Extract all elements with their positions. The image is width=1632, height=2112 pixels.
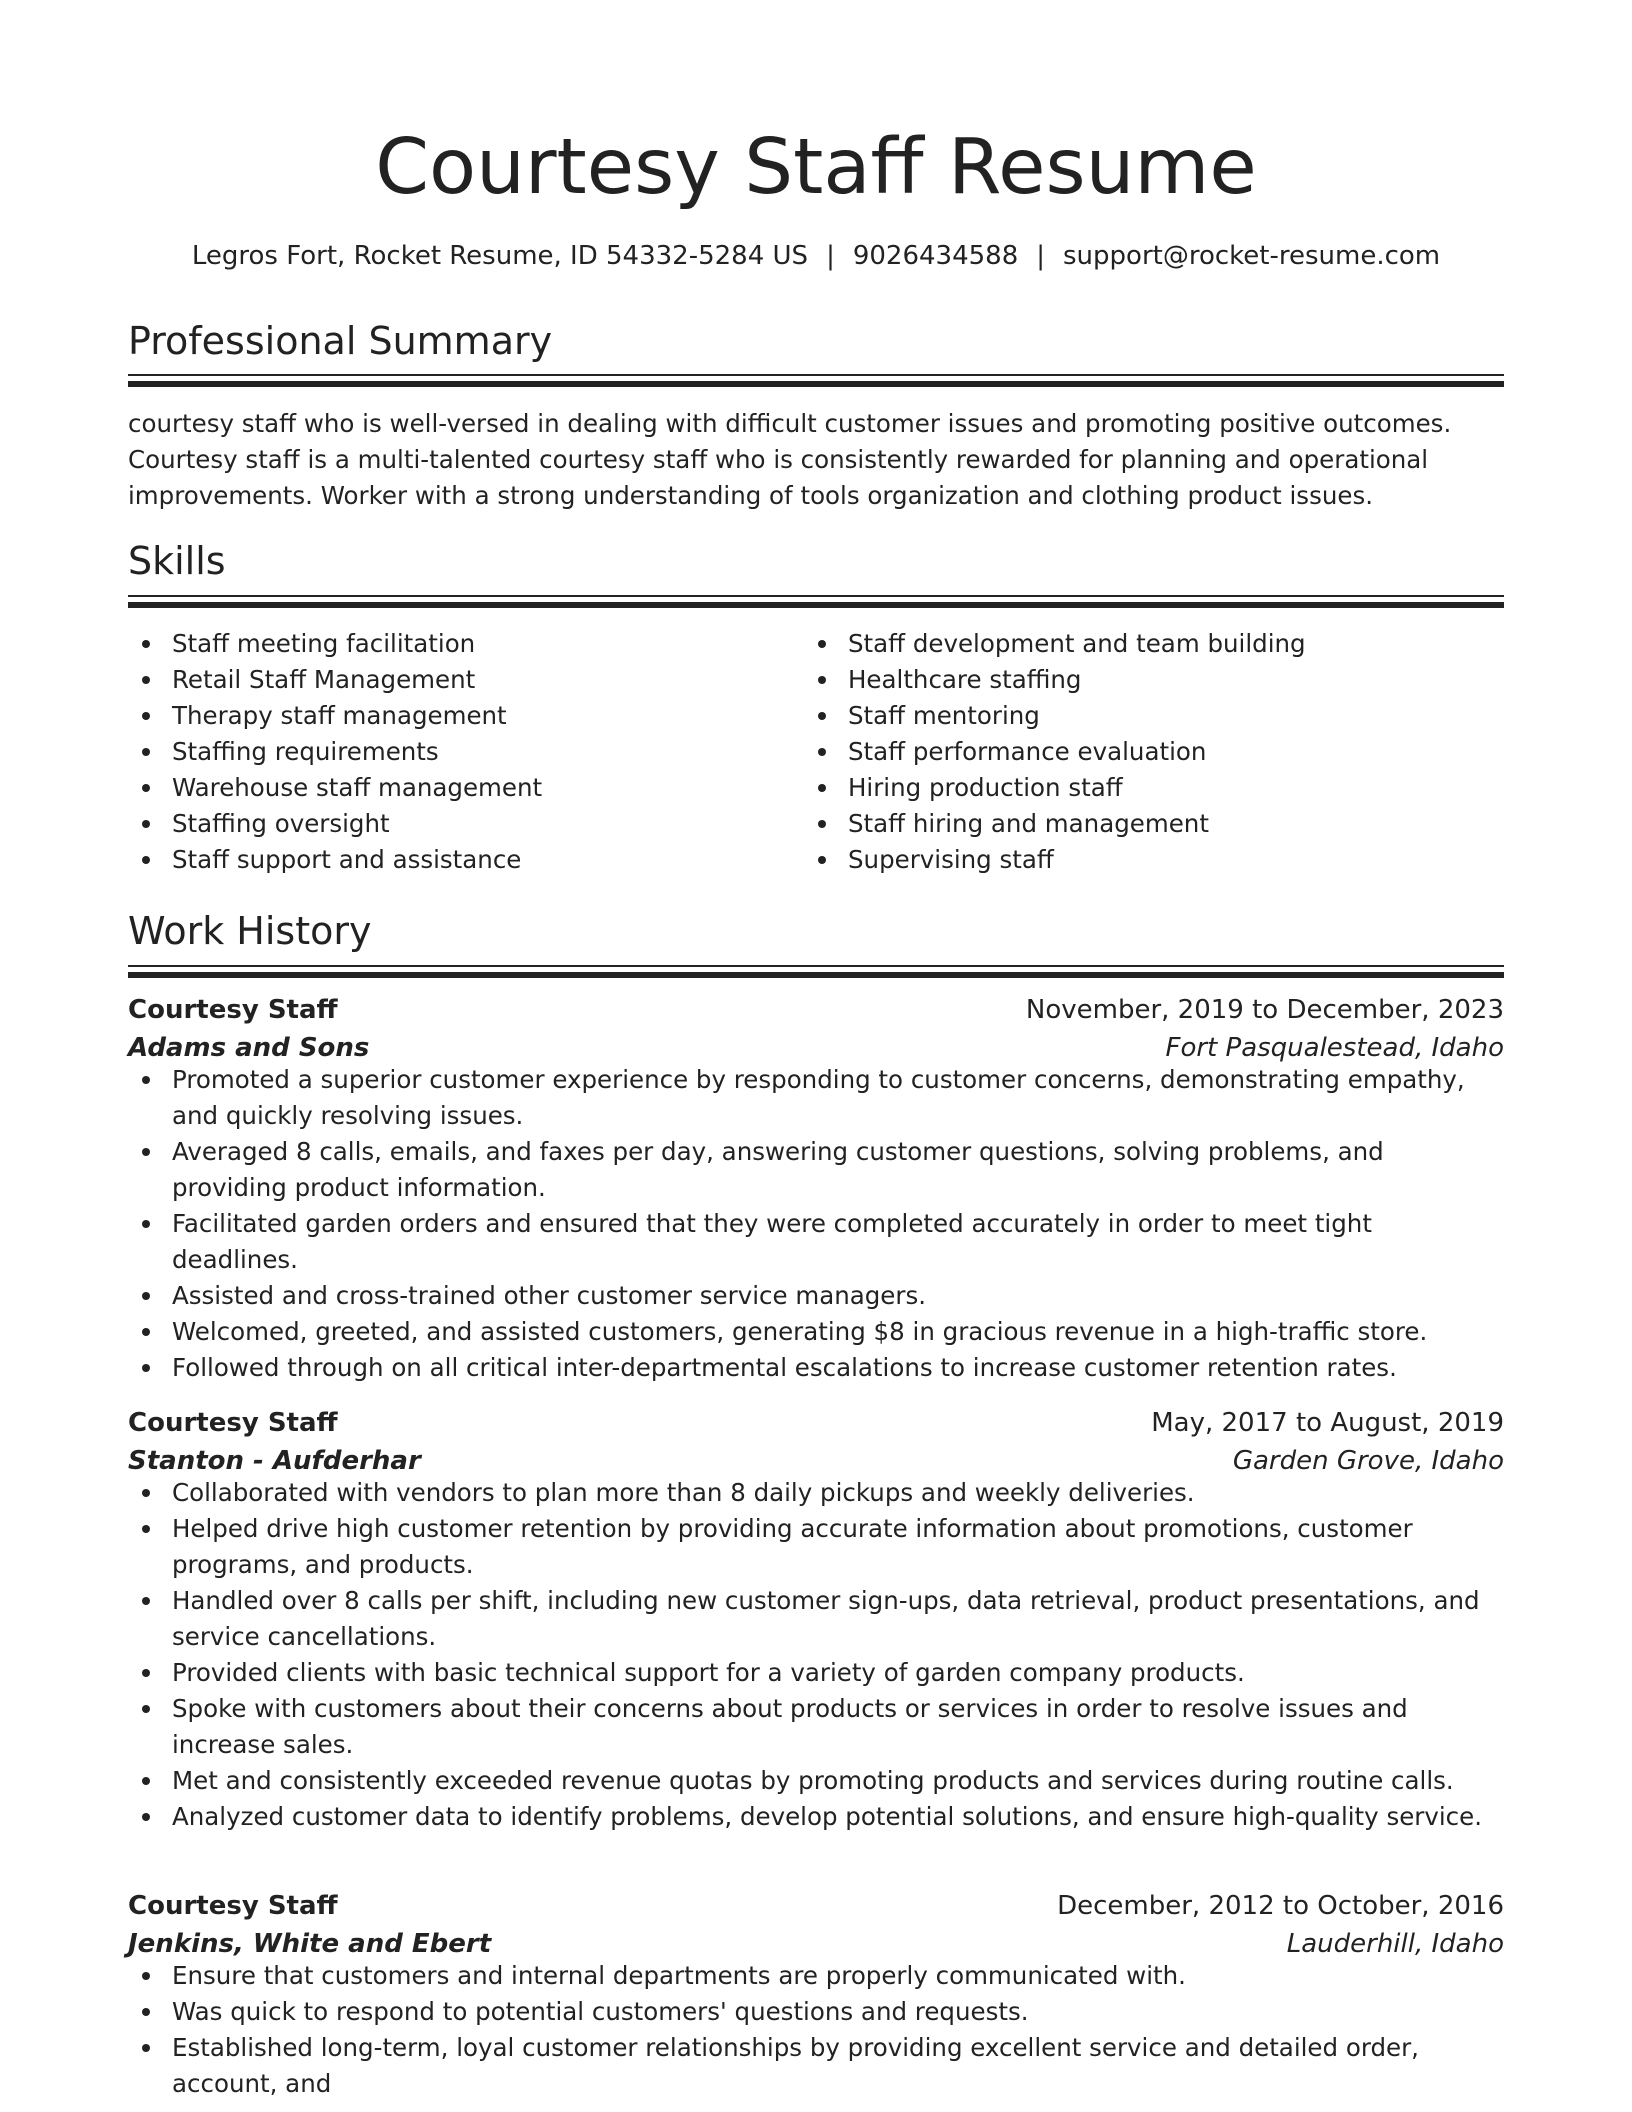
section-divider bbox=[128, 595, 1504, 608]
list-item bbox=[804, 662, 1504, 698]
list-item bbox=[128, 1655, 1504, 1691]
list-item bbox=[128, 626, 788, 662]
list-item bbox=[128, 1511, 1504, 1583]
list-item bbox=[804, 626, 1504, 662]
job-bullet-list bbox=[128, 1475, 1504, 1835]
bullet-icon bbox=[142, 1489, 150, 1497]
list-item bbox=[128, 1691, 1504, 1763]
list-item bbox=[128, 1062, 1504, 1134]
list-item-text: Provided clients with basic technical support for a variety of garden company products. bbox=[172, 1658, 1245, 1687]
list-item-text: Handled over 8 calls per shift, including new customer sign-ups, data retrieval, product presentations, and service cancellations. bbox=[172, 1586, 1480, 1651]
job-header bbox=[128, 992, 1504, 1068]
list-item-text: Ensure that customers and internal departments are properly communicated with. bbox=[172, 1961, 1186, 1990]
bullet-icon bbox=[818, 748, 826, 756]
list-item-text: Staff mentoring bbox=[848, 701, 1040, 730]
list-item bbox=[128, 662, 788, 698]
list-item bbox=[128, 842, 788, 878]
job-title: Courtesy Staff bbox=[128, 995, 338, 1025]
bullet-icon bbox=[142, 712, 150, 720]
skills-list-right bbox=[804, 626, 1504, 878]
job-dates: May, 2017 to August, 2019 bbox=[1151, 1408, 1504, 1438]
list-item bbox=[804, 806, 1504, 842]
list-item-text: Assisted and cross-trained other customer service managers. bbox=[172, 1281, 926, 1310]
contact-line bbox=[128, 238, 1504, 274]
job-dates: November, 2019 to December, 2023 bbox=[1025, 995, 1504, 1025]
bullet-icon bbox=[142, 1525, 150, 1533]
list-item bbox=[128, 1475, 1504, 1511]
bullet-icon bbox=[142, 1292, 150, 1300]
section-title-summary: Professional Summary bbox=[128, 319, 553, 363]
job-dates: December, 2012 to October, 2016 bbox=[1057, 1891, 1504, 1921]
job-header bbox=[128, 1405, 1504, 1481]
list-item-text: Analyzed customer data to identify problems, develop potential solutions, and ensure high-quality service. bbox=[172, 1802, 1482, 1831]
section-divider bbox=[128, 965, 1504, 978]
list-item-text: Facilitated garden orders and ensured that they were completed accurately in order to meet tight deadlines. bbox=[172, 1209, 1372, 1274]
bullet-icon bbox=[142, 1705, 150, 1713]
bullet-icon bbox=[818, 784, 826, 792]
bullet-icon bbox=[142, 1076, 150, 1084]
section-title-work: Work History bbox=[128, 909, 372, 953]
job-location: Lauderhill, Idaho bbox=[1286, 1929, 1504, 1959]
skills-list-left bbox=[128, 626, 788, 878]
bullet-icon bbox=[142, 820, 150, 828]
list-item bbox=[128, 1314, 1504, 1350]
bullet-icon bbox=[142, 1777, 150, 1785]
bullet-icon bbox=[142, 2008, 150, 2016]
bullet-icon bbox=[142, 748, 150, 756]
contact-email: support@rocket-resume.com bbox=[1063, 241, 1441, 271]
list-item bbox=[128, 2030, 1504, 2102]
job-location: Fort Pasqualestead, Idaho bbox=[1165, 1033, 1504, 1063]
list-item-text: Collaborated with vendors to plan more than 8 daily pickups and weekly deliveries. bbox=[172, 1478, 1195, 1507]
list-item-text: Was quick to respond to potential customers' questions and requests. bbox=[172, 1997, 1029, 2026]
list-item bbox=[128, 1206, 1504, 1278]
list-item-text: Helped drive high customer retention by providing accurate information about promotions, customer programs, and products. bbox=[172, 1514, 1413, 1579]
bullet-icon bbox=[818, 820, 826, 828]
list-item bbox=[128, 1583, 1504, 1655]
job-company: Stanton - Aufderhar bbox=[128, 1446, 421, 1476]
list-item bbox=[128, 770, 788, 806]
list-item-text: Staff performance evaluation bbox=[848, 737, 1207, 766]
list-item bbox=[804, 734, 1504, 770]
bullet-icon bbox=[142, 1972, 150, 1980]
list-item bbox=[128, 734, 788, 770]
list-item-text: Staff development and team building bbox=[848, 629, 1306, 658]
list-item-text: Staff meeting facilitation bbox=[172, 629, 476, 658]
contact-address: Legros Fort, Rocket Resume, ID 54332-5284 US bbox=[191, 241, 809, 271]
list-item bbox=[128, 1994, 1504, 2030]
contact-phone: 9026434588 bbox=[852, 241, 1019, 271]
list-item bbox=[128, 1278, 1504, 1314]
job-title: Courtesy Staff bbox=[128, 1408, 338, 1438]
bullet-icon bbox=[818, 712, 826, 720]
list-item bbox=[128, 1350, 1504, 1386]
bullet-icon bbox=[818, 856, 826, 864]
list-item-text: Averaged 8 calls, emails, and faxes per day, answering customer questions, solving problems, and providing product information. bbox=[172, 1137, 1384, 1202]
job-company: Jenkins, White and Ebert bbox=[128, 1929, 492, 1959]
job-header bbox=[128, 1888, 1504, 1964]
list-item bbox=[804, 770, 1504, 806]
list-item-text: Warehouse staff management bbox=[172, 773, 543, 802]
summary-text: courtesy staff who is well-versed in dealing with difficult customer issues and promoting positive outcomes. Courtesy staff is a multi-talented courtesy staff who is consistently rewarded for planning and operational improvements. Worker with a strong understanding of tools organization and clothing product issues. bbox=[128, 409, 1452, 510]
bullet-icon bbox=[142, 856, 150, 864]
job-bullet-list bbox=[128, 1958, 1504, 2102]
list-item bbox=[128, 698, 788, 734]
bullet-icon bbox=[818, 676, 826, 684]
list-item bbox=[804, 698, 1504, 734]
bullet-icon bbox=[142, 640, 150, 648]
list-item bbox=[128, 1799, 1504, 1835]
contact-separator: | bbox=[826, 241, 835, 271]
bullet-icon bbox=[142, 1669, 150, 1677]
job-location: Garden Grove, Idaho bbox=[1232, 1446, 1504, 1476]
section-title-skills: Skills bbox=[128, 539, 226, 583]
list-item-text: Met and consistently exceeded revenue quotas by promoting products and services during routine calls. bbox=[172, 1766, 1454, 1795]
job-title: Courtesy Staff bbox=[128, 1891, 338, 1921]
bullet-icon bbox=[142, 784, 150, 792]
resume-title: Courtesy Staff Resume bbox=[375, 123, 1257, 212]
list-item bbox=[128, 1763, 1504, 1799]
job-bullet-list bbox=[128, 1062, 1504, 1386]
list-item-text: Staff hiring and management bbox=[848, 809, 1209, 838]
list-item-text: Promoted a superior customer experience by responding to customer concerns, demonstrating empathy, and quickly resolving issues. bbox=[172, 1065, 1465, 1130]
contact-separator: | bbox=[1036, 241, 1046, 271]
bullet-icon bbox=[818, 640, 826, 648]
list-item-text: Followed through on all critical inter-departmental escalations to increase customer retention rates. bbox=[172, 1353, 1397, 1382]
list-item bbox=[128, 806, 788, 842]
job-company: Adams and Sons bbox=[128, 1033, 370, 1063]
list-item-text: Established long-term, loyal customer relationships by providing excellent service and detailed order, account, and bbox=[172, 2033, 1419, 2098]
bullet-icon bbox=[142, 1597, 150, 1605]
list-item bbox=[128, 1134, 1504, 1206]
list-item-text: Healthcare staffing bbox=[848, 665, 1082, 694]
list-item-text: Staffing requirements bbox=[172, 737, 439, 766]
list-item-text: Supervising staff bbox=[848, 845, 1054, 874]
list-item-text: Staffing oversight bbox=[172, 809, 390, 838]
bullet-icon bbox=[142, 1364, 150, 1372]
list-item-text: Spoke with customers about their concerns about products or services in order to resolve issues and increase sales. bbox=[172, 1694, 1408, 1759]
list-item-text: Welcomed, greeted, and assisted customers, generating $8 in gracious revenue in a high-traffic store. bbox=[172, 1317, 1428, 1346]
bullet-icon bbox=[142, 676, 150, 684]
bullet-icon bbox=[142, 1328, 150, 1336]
list-item bbox=[128, 1958, 1504, 1994]
list-item-text: Hiring production staff bbox=[848, 773, 1123, 802]
list-item-text: Therapy staff management bbox=[172, 701, 507, 730]
bullet-icon bbox=[142, 2044, 150, 2052]
bullet-icon bbox=[142, 1148, 150, 1156]
list-item bbox=[804, 842, 1504, 878]
list-item-text: Staff support and assistance bbox=[172, 845, 522, 874]
list-item-text: Retail Staff Management bbox=[172, 665, 476, 694]
section-divider bbox=[128, 374, 1504, 387]
bullet-icon bbox=[142, 1813, 150, 1821]
bullet-icon bbox=[142, 1220, 150, 1228]
